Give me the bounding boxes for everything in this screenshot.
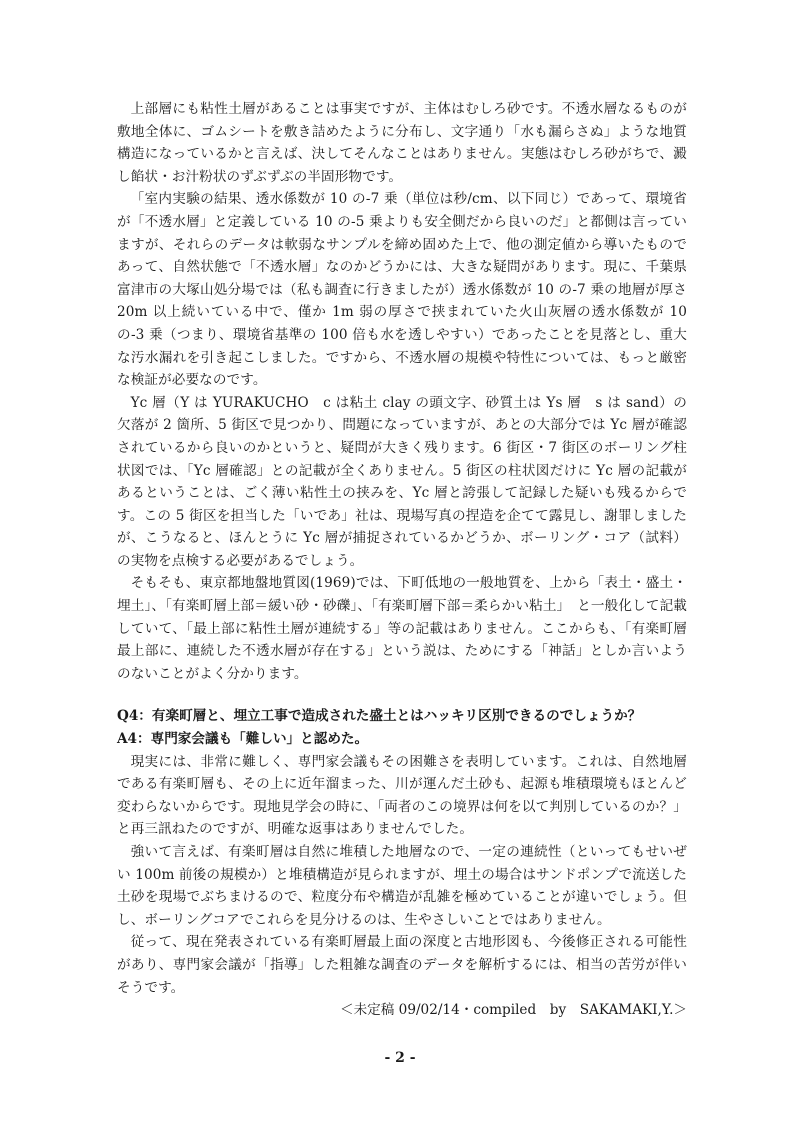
document-body	[117, 98, 687, 1022]
signature-line: ＜未定稿 09/02/14・compiled by SAKAMAKI,Y.＞	[339, 1002, 687, 1019]
paragraph-permeability: 「室内実験の結果、透水係数が 10 の-7 乗（単位は秒/cm、以下同じ）であって、環境省が「不透水層」と定義している 10 の-5 乗よりも安全側だから良いのだ」と都側は言っていますが、それらのデータは軟弱なサンプルを締め固めた上で、他の測定値から導いたものであって、自然状態で「不透水層」なのかどうかには、大きな疑問があります。現に、千葉県富津市の大塚山処分場では（私も調査に行きましたが）透水係数が 10 の-7 乗の地層が厚さ 20m 以上続いている中で、僅か 1m 弱の厚さで挟まれていた火山灰層の透水係数が 10 の-3 乗（つまり、環境省基準の 100 倍も水を透しやすい）であったことを見落とし、重大な汚水漏れを引き起こしました。ですから、不透水層の規模や特性については、もっと厳密な検証が必要なのです。	[117, 191, 687, 389]
paragraph-yc-layer: Yc 層（Y は YURAKUCHO c は粘土 clay の頭文字、砂質土は Ys 層 s は sand）の欠落が 2 箇所、5 街区で見つかり、問題になっていますが、あとの大部分では Yc 層が確認されているから良いのかというと、疑問が大きく残ります。6 街区・7 街区のボーリング柱状図では、「Yc 層確認」との記載が全くありません。5 街区の柱状図だけに Yc 層の記載があるということは、ごく薄い粘性土の挟みを、Yc 層と誇張して記録した疑いも残るからです。この 5 街区を担当した「いであ」社は、現場写真の捏造を企てて露見し、謝罪しましたが、こうなると、ほんとうに Yc 層が捕捉されているかどうか、ボーリング・コア（試料）の実物を点検する必要があるでしょう。	[117, 394, 687, 569]
section-gap	[117, 685, 687, 705]
paragraph-difficulty: 現実には、非常に難しく、専門家会議もその困難さを表明しています。これは、自然地層である有楽町層も、その上に近年溜まった、川が運んだ土砂も、起源も堆積環境もほとんど変わらないからです。現地見学会の時に、「両者のこの境界は何を以て判別しているのか？」と再三訊ねたのですが、明確な返事はありませんでした。	[117, 753, 687, 838]
answer-a4: A4：専門家会議も「難しい」と認めた。	[117, 731, 369, 748]
paragraph-upper-layer: 上部層にも粘性土層があることは事実ですが、主体はむしろ砂です。不透水層なるものが敷地全体に、ゴムシートを敷き詰めたように分布し、文字通り「水も漏らさぬ」ような地質構造になっているかと言えば、決してそんなことはありません。実態はむしろ砂がちで、澱し餡状・お汁粉状のずぶずぶの半固形物です。	[117, 101, 687, 185]
paragraph-distinction: 強いて言えば、有楽町層は自然に堆積した地層なので、一定の連続性（といってもせいぜい 100m 前後の規模か）と堆積構造が見られますが、埋土の場合はサンドポンプで流送した土砂を現場でぶちまけるので、粒度分布や構造が乱雑を極めていることが違いでしょう。但し、ボーリングコアでこれらを見分けるのは、生やさしいことではありません。	[117, 844, 687, 928]
paragraph-geology-map: そもそも、東京都地盤地質図(1969)では、下町低地の一般地質を、上から「表土・盛土・埋土」、「有楽町層上部＝緩い砂・砂礫」、「有楽町層下部＝柔らかい粘土」 と一般化して記載していて、「最上部に粘性土層が連続する」等の記載はありません。ここからも、「有楽町層最上部に、連続した不透水層が存在する」という説は、ためにする「神話」としか言いようのないことがよく分かります。	[117, 575, 687, 682]
paragraph-conclusion: 従って、現在発表されている有楽町層最上面の深度と古地形図も、今後修正される可能性があり、専門家会議が「指導」した粗雑な調査のデータを解析するには、相当の苦労が伴いそうです。	[117, 934, 687, 996]
page-number: - 2 -	[384, 1050, 416, 1066]
question-q4: Q4：有楽町層と、埋立工事で造成された盛土とはハッキリ区別できるのでしょうか？	[117, 708, 642, 725]
